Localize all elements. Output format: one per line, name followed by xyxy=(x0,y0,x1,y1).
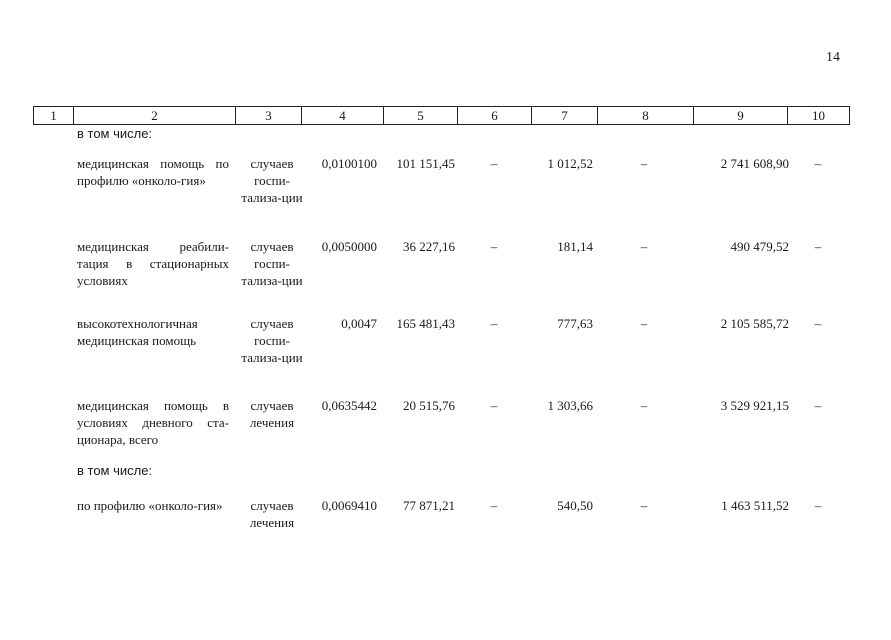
row-name: медицинская реабили-тация в стационарных условиях xyxy=(77,239,229,288)
row-value-col5: 20 515,76 xyxy=(403,398,455,413)
row-name: медицинская помощь по профилю «онколо-гия» xyxy=(77,156,229,188)
row-name: медицинская помощь в условиях дневного ста-ционара, всего xyxy=(77,398,229,447)
header-cell: 8 xyxy=(598,107,694,125)
row-name: по профилю «онколо-гия» xyxy=(77,498,223,513)
header-row xyxy=(34,107,850,125)
header-cell: 5 xyxy=(384,107,458,125)
row-value-col10: – xyxy=(814,316,822,331)
row-value-col5: 101 151,45 xyxy=(396,156,455,171)
row-value-col9: 490 479,52 xyxy=(730,239,789,254)
row-value-col10: – xyxy=(814,239,822,254)
row-value-col7: 540,50 xyxy=(557,498,593,513)
row-value-col8: – xyxy=(640,156,648,171)
row-value-col10: – xyxy=(814,398,822,413)
row-value-col5: 165 481,43 xyxy=(396,316,455,331)
row-value-col9: 1 463 511,52 xyxy=(721,498,789,513)
row-value-col9: 2 741 608,90 xyxy=(720,156,789,171)
row-value-col6: – xyxy=(490,239,498,254)
column-number-header xyxy=(33,106,850,125)
header-cell: 6 xyxy=(458,107,532,125)
row-value-col5: 36 227,16 xyxy=(403,239,455,254)
row-unit: случаев госпи-тализа-ции xyxy=(241,156,303,205)
page-number: 14 xyxy=(826,50,840,65)
header-cell: 3 xyxy=(236,107,302,125)
header-cell: 4 xyxy=(302,107,384,125)
row-value-col10: – xyxy=(814,498,822,513)
row-value-col9: 2 105 585,72 xyxy=(720,316,789,331)
header-cell: 7 xyxy=(532,107,598,125)
subheading: в том числе: xyxy=(77,126,153,141)
row-unit: случаев госпи-тализа-ции xyxy=(241,316,303,365)
row-value-col8: – xyxy=(640,239,648,254)
row-value-col6: – xyxy=(490,498,498,513)
header-cell: 2 xyxy=(74,107,236,125)
row-value-col8: – xyxy=(640,316,648,331)
row-value-col4: 0,0069410 xyxy=(321,498,377,513)
row-value-col8: – xyxy=(640,498,648,513)
row-value-col7: 1 012,52 xyxy=(547,156,593,171)
row-value-col10: – xyxy=(814,156,822,171)
row-unit: случаев лечения xyxy=(249,498,295,530)
row-value-col4: 0,0635442 xyxy=(321,398,377,413)
header-cell: 9 xyxy=(694,107,788,125)
header-cell: 10 xyxy=(788,107,850,125)
row-name: высокотехнологичная медицинская помощь xyxy=(77,316,198,348)
row-unit: случаев лечения xyxy=(249,398,295,430)
row-value-col8: – xyxy=(640,398,648,413)
row-unit: случаев госпи-тализа-ции xyxy=(241,239,303,288)
subheading: в том числе: xyxy=(77,463,153,478)
row-value-col6: – xyxy=(490,398,498,413)
row-value-col9: 3 529 921,15 xyxy=(720,398,789,413)
row-value-col6: – xyxy=(490,316,498,331)
row-value-col5: 77 871,21 xyxy=(403,498,455,513)
row-value-col4: 0,0047 xyxy=(341,316,377,331)
row-value-col7: 1 303,66 xyxy=(547,398,593,413)
row-value-col7: 777,63 xyxy=(557,316,593,331)
row-value-col7: 181,14 xyxy=(557,239,593,254)
row-value-col6: – xyxy=(490,156,498,171)
row-value-col4: 0,0050000 xyxy=(321,239,377,254)
row-value-col4: 0,0100100 xyxy=(321,156,377,171)
header-cell: 1 xyxy=(34,107,74,125)
